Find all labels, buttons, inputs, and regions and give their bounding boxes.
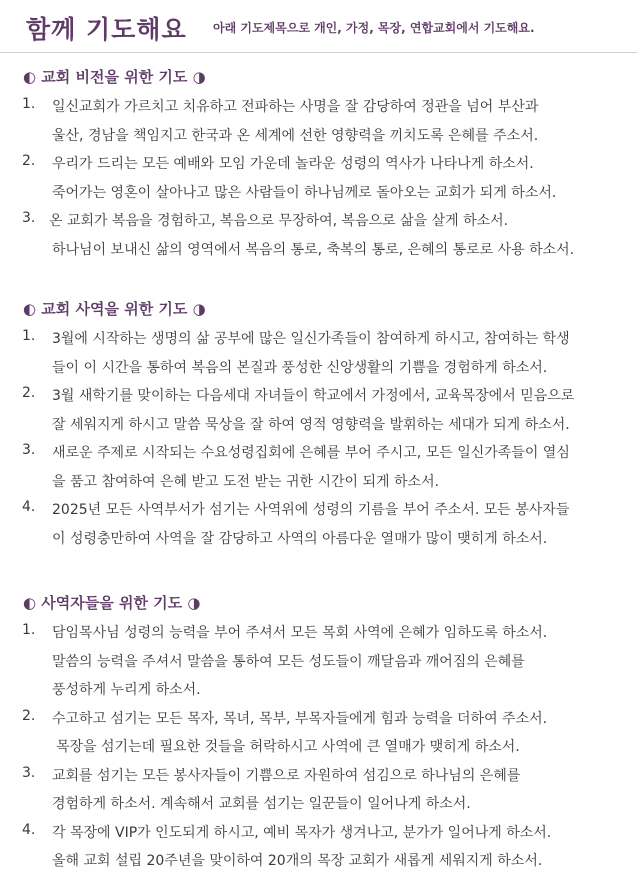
item-text-line: 3월 새학기를 맞이하는 다음세대 자녀들이 학교에서 가정에서, 교육목장에서 믿음으로	[52, 388, 575, 404]
section-title: ◐ 교회 비전을 위한 기도 ◑	[23, 68, 206, 86]
item-text-line: 울산, 경남을 책임지고 한국과 온 세계에 선한 영향력을 끼치도록 은혜를 주소서.	[52, 127, 539, 144]
item-text-line: 죽어가는 영혼이 살아나고 많은 사람들이 하나님께로 돌아오는 교회가 되게 하소서.	[52, 184, 557, 201]
item-number: 1.	[22, 328, 36, 344]
item-text-line: 우리가 드리는 모든 예배와 모임 가운데 놀라운 성령의 역사가 나타나게 하소서.	[52, 156, 534, 172]
item-number: 2.	[22, 153, 36, 169]
item-number: 3.	[22, 764, 36, 781]
item-number: 1.	[22, 622, 36, 638]
item-text-line: 올해 교회 설립 20주년을 맞이하여 20개의 목장 교회가 새롭게 세워지게 하소서.	[52, 853, 543, 869]
item-text-line: 2025년 모든 사역부서가 섬기는 사역위에 성령의 기름을 부어 주소서. 모든 봉사자들	[52, 502, 570, 518]
item-number: 4.	[22, 499, 36, 515]
item-text-line: 풍성하게 누리게 하소서.	[52, 682, 201, 698]
item-number: 3.	[22, 442, 36, 458]
item-text-line: 목장을 섬기는데 필요한 것들을 허락하시고 사역에 큰 열매가 맺히게 하소서.	[56, 739, 520, 755]
item-text-line: 수고하고 섬기는 모든 목자, 목녀, 목부, 부목자들에게 힘과 능력을 더하여 주소서.	[52, 710, 548, 727]
item-text-line: 잘 세워지게 하시고 말씀 묵상을 잘 하여 영적 영향력을 발휘하는 세대가 되게 하소서.	[52, 416, 570, 433]
item-text-line: 담임목사님 성령의 능력을 부어 주셔서 모든 목회 사역에 은혜가 임하도록 하소서.	[52, 625, 548, 641]
item-text-line: 온 교회가 복음을 경험하고, 복음으로 무장하여, 복음으로 삶을 살게 하소서.	[49, 213, 509, 229]
item-text-line: 교회를 섬기는 모든 봉사자들이 기쁨으로 자원하여 섬김으로 하나님의 은혜를	[52, 767, 521, 784]
item-text-line: 들이 이 시간을 통하여 복음의 본질과 풍성한 신앙생활의 기쁨을 경험하게 하소서.	[52, 359, 548, 376]
item-number: 3.	[22, 210, 36, 226]
page-title: 함께 기도해요	[26, 15, 187, 44]
item-number: 2.	[22, 385, 36, 401]
page-header	[0, 0, 637, 53]
item-text-line: 3월에 시작하는 생명의 삶 공부에 많은 일신가족들이 참여하게 하시고, 참여하는 학생	[52, 331, 570, 347]
section-title: ◐ 교회 사역을 위한 기도 ◑	[23, 300, 206, 318]
item-text-line: 일신교회가 가르치고 치유하고 전파하는 사명을 잘 감당하여 정관을 넘어 부산과	[52, 99, 539, 115]
item-number: 2.	[22, 707, 36, 724]
item-text-line: 하나님이 보내신 삶의 영역에서 복음의 통로, 축복의 통로, 은혜의 통로로 사용 하소서.	[52, 241, 575, 258]
section-title: ◐ 사역자들을 위한 기도 ◑	[23, 594, 201, 612]
page-subtitle: 아래 기도제목으로 개인, 가정, 목장, 연합교회에서 기도해요.	[213, 21, 535, 35]
item-text-line: 을 품고 참여하여 은혜 받고 도전 받는 귀한 시간이 되게 하소서.	[52, 473, 440, 490]
item-number: 4.	[22, 821, 36, 838]
item-text-line: 새로운 주제로 시작되는 수요성령집회에 은혜를 부어 주시고, 모든 일신가족들이 열심	[52, 445, 570, 461]
item-number: 1.	[22, 96, 36, 112]
item-text-line: 이 성령충만하여 사역을 잘 감당하고 사역의 아름다운 열매가 많이 맺히게 하소서.	[52, 530, 548, 547]
item-text-line: 말씀의 능력을 주셔서 말씀을 통하여 모든 성도들이 깨달음과 깨어짐의 은혜를	[52, 653, 525, 670]
item-text-line: 경험하게 하소서. 계속해서 교회를 섬기는 일꾼들이 일어나게 하소서.	[52, 796, 471, 812]
item-text-line: 각 목장에 VIP가 인도되게 하시고, 예비 목자가 생겨나고, 분가가 일어나게 하소서.	[52, 824, 552, 841]
